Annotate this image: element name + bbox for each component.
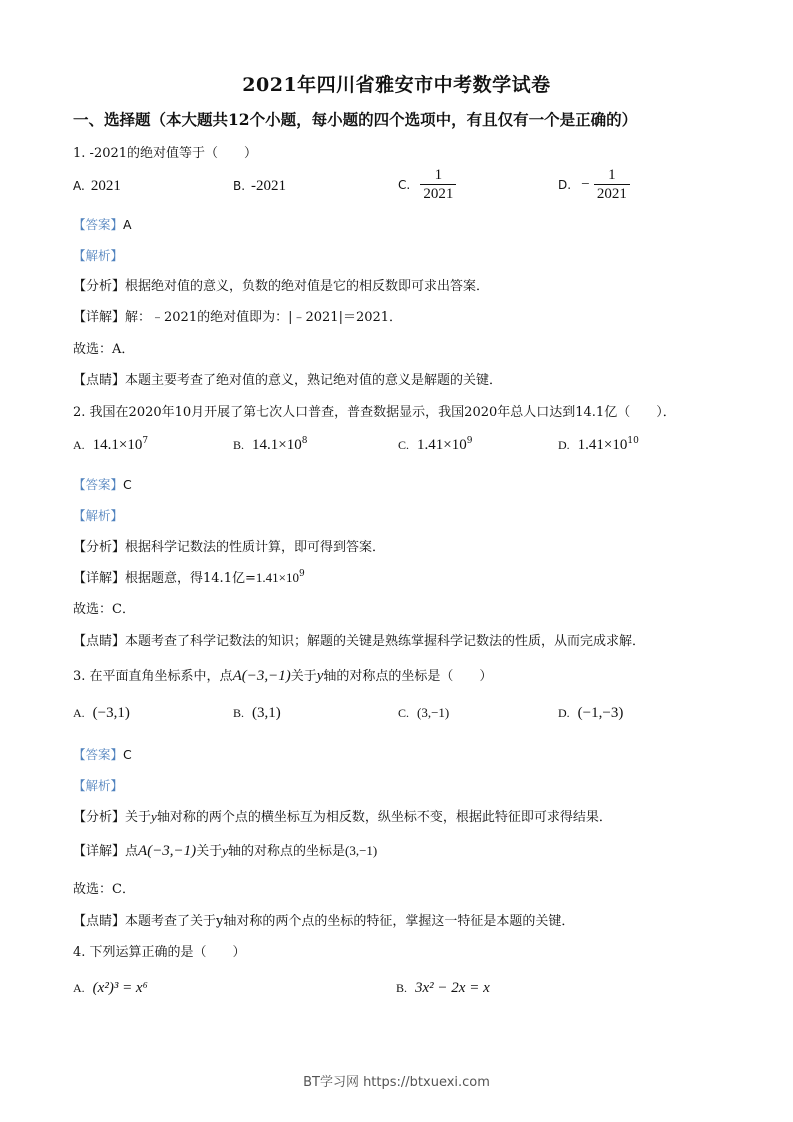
q2-fenxi — [73, 536, 385, 555]
option-label: C. — [398, 177, 411, 192]
xiangjie-text: 解：﹣2021的绝对值即为：|﹣2021|＝2021． — [125, 310, 403, 325]
q2-option-a — [73, 436, 148, 454]
q4-option-b — [396, 980, 490, 997]
question-2-stem — [73, 401, 676, 420]
axis-var: y — [222, 843, 228, 858]
xiangjie-text: 轴的对称点的坐标是 — [227, 844, 345, 859]
option-label: C. — [398, 438, 410, 452]
xiangjie-label: 【详解】 — [73, 310, 126, 325]
question-number: 2. — [73, 405, 86, 420]
option-label: D. — [558, 438, 570, 452]
q1-fenxi — [73, 275, 489, 294]
option-label: A. — [73, 706, 85, 720]
question-1-stem — [73, 142, 257, 161]
option-value: 2021 — [90, 178, 121, 194]
analysis-label: 【解析】 — [73, 508, 124, 523]
question-text: 关于 — [290, 669, 317, 684]
q2-option-b — [233, 436, 307, 454]
option-value: 14.1×10 — [252, 437, 302, 453]
option-value: (x²)³ = x⁶ — [92, 980, 148, 996]
q3-xiangjie — [73, 840, 377, 860]
dianjing-text: 本题考查了科学记数法的知识；解题的关键是熟练掌握科学记数法的性质，从而完成求解． — [125, 634, 646, 649]
q1-dianjing — [73, 369, 502, 388]
question-number: 3. — [73, 669, 86, 684]
point-a: A(−3,−1) — [138, 843, 197, 859]
option-value: 1.41×10 — [577, 437, 628, 453]
question-text: 我国在2020年10月开展了第七次人口普查，普查数据显示，我国2020年总人口达到14.1亿（ ）． — [89, 405, 676, 420]
fenxi-text: 根据科学记数法的性质计算，即可得到答案． — [125, 540, 386, 555]
point-a: A(−3,−1) — [232, 668, 291, 684]
section-heading: 一、选择题（本大题共12个小题，每小题的四个选项中，有且仅有一个是正确的） — [73, 110, 638, 129]
q2-dianjing — [73, 630, 645, 649]
q3-answer — [73, 744, 132, 763]
q1-option-d — [558, 167, 630, 203]
q2-xiangjie — [73, 567, 305, 586]
fenxi-text: 根据绝对值的意义，负数的绝对值是它的相反数即可求出答案． — [125, 279, 490, 294]
option-label: B. — [233, 179, 246, 193]
dianjing-label: 【点睛】 — [73, 914, 126, 929]
q1-xiangjie — [73, 306, 402, 325]
numerator: 1 — [608, 167, 616, 183]
option-value: (−1,−3) — [577, 705, 624, 721]
numerator: 1 — [434, 167, 443, 183]
question-text: 在平面直角坐标系中，点 — [89, 669, 233, 684]
option-label: B. — [233, 438, 245, 452]
q1-choice: 故选：A． — [73, 342, 135, 357]
option-value: (3,1) — [252, 705, 281, 721]
question-number: 4. — [73, 945, 86, 960]
option-label: A. — [73, 179, 85, 193]
analysis-label: 【解析】 — [73, 778, 124, 793]
axis-var: y — [316, 668, 324, 684]
answer-label: 【答案】 — [73, 477, 124, 492]
fraction — [420, 167, 456, 203]
exponent: 10 — [627, 436, 639, 446]
dianjing-label: 【点睛】 — [73, 634, 126, 649]
dianjing-label: 【点睛】 — [73, 373, 126, 388]
xiangjie-math: 1.41×10 — [255, 570, 299, 585]
q2-option-d — [558, 436, 639, 454]
option-value: (−3,1) — [92, 705, 130, 721]
q3-analysis-heading — [73, 775, 123, 794]
q3-option-c — [398, 705, 449, 721]
option-label: A. — [73, 438, 85, 452]
q3-option-a — [73, 705, 130, 722]
q1-option-b — [233, 178, 286, 195]
question-text: 下列运算正确的是（ ） — [89, 945, 246, 960]
option-label: C. — [398, 706, 410, 720]
q3-option-d — [558, 705, 623, 722]
answer-value: C — [123, 747, 132, 762]
q1-option-c — [398, 167, 456, 203]
dianjing-text: 本题主要考查了绝对值的意义，熟记绝对值的意义是解题的关键． — [125, 373, 503, 388]
fraction — [594, 167, 630, 203]
q2-analysis-heading — [73, 505, 123, 524]
axis-var: y — [151, 809, 157, 824]
q1-option-a — [73, 178, 121, 195]
option-value: -2021 — [251, 178, 287, 194]
question-text: -2021的绝对值等于（ ） — [89, 146, 258, 161]
q2-answer — [73, 474, 132, 493]
question-4-stem — [73, 941, 246, 960]
minus-sign: − — [581, 176, 590, 193]
fenxi-text: 轴对称的两个点的横坐标互为相反数，纵坐标不变，根据此特征即可求得结果． — [156, 810, 612, 825]
option-label: D. — [558, 706, 570, 720]
q4-option-a — [73, 980, 148, 997]
exponent: 9 — [298, 569, 305, 579]
xiangjie-label: 【详解】 — [73, 844, 126, 859]
fenxi-text: 关于 — [125, 810, 152, 825]
answer-label: 【答案】 — [73, 217, 124, 232]
option-label: A. — [73, 981, 85, 995]
page-title: 2021年四川省雅安市中考数学试卷 — [242, 74, 551, 96]
result-point: (3,−1) — [345, 843, 378, 858]
q3-dianjing — [73, 910, 574, 929]
denominator: 2021 — [420, 184, 456, 203]
option-value: 1.41×10 — [417, 437, 467, 453]
fenxi-label: 【分析】 — [73, 810, 126, 825]
option-label: D. — [558, 177, 572, 192]
exponent: 7 — [142, 436, 149, 446]
question-number: 1. — [73, 146, 86, 161]
answer-label: 【答案】 — [73, 747, 124, 762]
question-text: 轴的对称点的坐标是（ ） — [323, 669, 493, 684]
denominator: 2021 — [594, 184, 630, 203]
q2-choice: 故选：C． — [73, 602, 135, 617]
q3-fenxi — [73, 806, 612, 825]
fenxi-label: 【分析】 — [73, 540, 126, 555]
option-value: (3,−1) — [417, 705, 450, 720]
footer-watermark: BT学习网 https://btxuexi.com — [303, 1075, 490, 1090]
option-value: 3x² − 2x = x — [415, 980, 490, 996]
xiangjie-label: 【详解】 — [73, 571, 126, 586]
answer-value: C — [123, 477, 132, 492]
q2-option-c — [398, 436, 472, 454]
option-value: 14.1×10 — [92, 437, 143, 453]
option-label: B. — [233, 706, 245, 720]
exponent: 9 — [466, 436, 473, 446]
dianjing-text: 本题考查了关于y轴对称的两个点的坐标的特征，掌握这一特征是本题的关键． — [125, 914, 575, 929]
xiangjie-text: 根据题意，得14.1亿= — [125, 571, 256, 586]
option-label: B. — [396, 981, 408, 995]
question-3-stem — [73, 665, 492, 685]
q3-choice: 故选：C． — [73, 882, 135, 897]
q3-option-b — [233, 705, 281, 722]
exponent: 8 — [301, 436, 308, 446]
xiangjie-text: 关于 — [196, 844, 223, 859]
fenxi-label: 【分析】 — [73, 279, 126, 294]
q1-analysis-heading — [73, 245, 123, 264]
xiangjie-text: 点 — [125, 844, 139, 859]
answer-value: A — [123, 217, 132, 232]
q1-answer — [73, 214, 132, 233]
analysis-label: 【解析】 — [73, 248, 124, 263]
